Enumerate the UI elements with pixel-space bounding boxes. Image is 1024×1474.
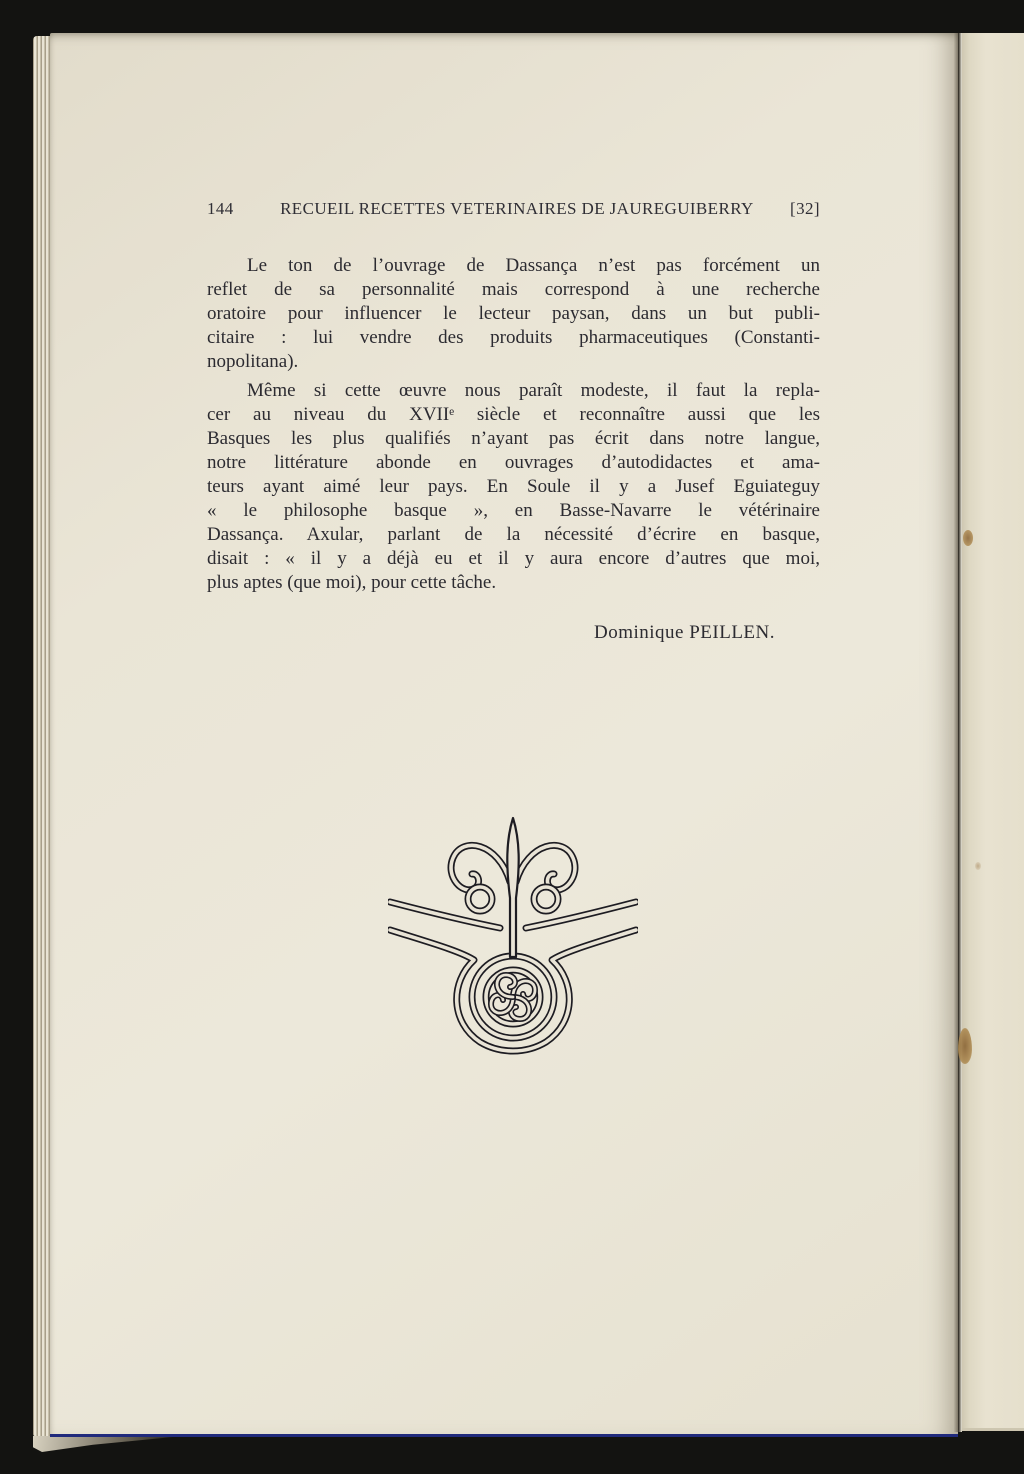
text-line: teurs ayant aimé leur pays. En Soule il y a Jusef Eguiateguy bbox=[207, 476, 820, 497]
text-line: plus aptes (que moi), pour cette tâche. bbox=[207, 572, 497, 593]
text-line: nopolitana). bbox=[207, 351, 299, 372]
page-bottom-edge-line bbox=[50, 1434, 958, 1437]
paper-stain bbox=[958, 1028, 972, 1064]
text-line: disait : « il y a déjà eu et il y aura encore d’autres que moi, bbox=[207, 548, 820, 569]
text-line: Basques les plus qualifiés n’ayant pas écrit dans notre langue, bbox=[207, 428, 820, 449]
text-line: reflet de sa personnalité mais correspond à une recherche bbox=[207, 279, 820, 300]
text-line: « le philosophe basque », en Basse-Navarre le vétérinaire bbox=[207, 500, 820, 521]
book-page bbox=[50, 33, 958, 1437]
basque-ornament-emblem bbox=[388, 810, 638, 1060]
text-line: citaire : lui vendre des produits pharmaceutiques (Constanti- bbox=[207, 327, 820, 348]
running-title: RECUEIL RECETTES VETERINAIRES DE JAUREGUIBERRY bbox=[280, 199, 754, 218]
body-text bbox=[207, 254, 820, 600]
paper-stain bbox=[963, 530, 973, 546]
facing-page-edge bbox=[962, 33, 1024, 1430]
text-line: Même si cette œuvre nous paraît modeste, il faut la repla- bbox=[247, 380, 820, 401]
facing-page-bottom-edge bbox=[962, 1428, 1024, 1431]
emblem-crest bbox=[451, 818, 575, 957]
text-line: cer au niveau du XVIIᵉ siècle et reconnaître aussi que les bbox=[207, 404, 820, 425]
paragraph bbox=[207, 379, 820, 595]
page-stack-corner bbox=[33, 1436, 183, 1452]
text-line: Dassança. Axular, parlant de la nécessité d’écrire en basque, bbox=[207, 524, 820, 545]
emblem-lauburu bbox=[491, 975, 535, 1019]
header-reference: [32] bbox=[790, 199, 820, 218]
book-gutter-fold bbox=[954, 33, 962, 1432]
page-number: 144 bbox=[207, 199, 234, 218]
text-line: Le ton de l’ouvrage de Dassança n’est pas forcément un bbox=[247, 255, 820, 276]
text-line: notre littérature abonde en ouvrages d’autodidactes et ama- bbox=[207, 452, 820, 473]
page-header bbox=[207, 199, 820, 219]
paragraph bbox=[207, 254, 820, 374]
author-signature: Dominique PEILLEN. bbox=[593, 622, 775, 643]
text-line: oratoire pour influencer le lecteur paysan, dans un but publi- bbox=[207, 303, 820, 324]
page-stack-edges bbox=[33, 36, 50, 1436]
paper-stain bbox=[975, 862, 981, 870]
